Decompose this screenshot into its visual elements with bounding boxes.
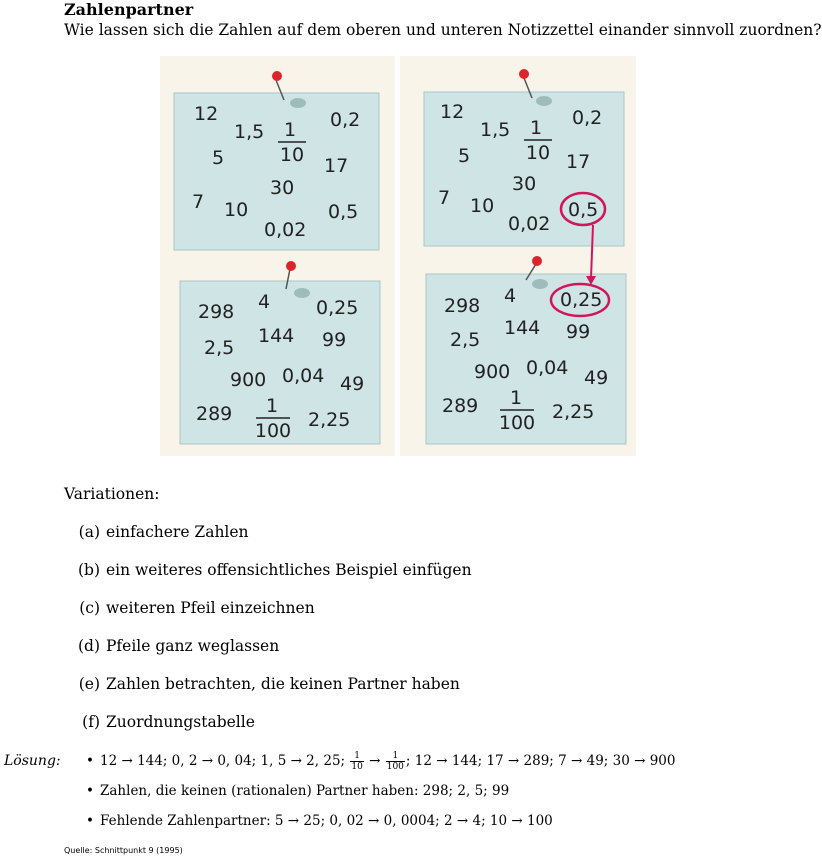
bottom-note-number: 2,25: [552, 401, 595, 423]
variation-label: (a): [78, 523, 100, 541]
bullet-icon: •: [86, 813, 94, 829]
bottom-note-number: 144: [258, 325, 295, 347]
figure-panel-right: [400, 56, 636, 456]
top-note-fraction-num: 1: [529, 117, 543, 139]
top-note-fraction-den: 10: [279, 144, 305, 166]
bottom-note-number: 900: [230, 369, 267, 391]
bottom-note-number: 0,04: [282, 365, 325, 387]
bottom-note-number: 298: [198, 301, 235, 323]
top-note-number: 5: [458, 145, 471, 167]
variation-label: (b): [77, 561, 100, 579]
solution-arrow: →: [369, 753, 381, 769]
top-note-number: 1,5: [234, 121, 265, 143]
solution-line: [86, 813, 553, 829]
page-title: Zahlenpartner: [64, 0, 194, 19]
variation-item: [70, 561, 472, 579]
top-note-number: 0,2: [572, 107, 603, 129]
bottom-note-number: 144: [504, 317, 541, 339]
variation-item: [70, 675, 460, 693]
top-note-number: 12: [194, 103, 219, 125]
variation-text: Zuordnungstabelle: [106, 713, 255, 731]
top-note-number: 30: [512, 173, 537, 195]
sticky-notes-figure: [160, 56, 636, 456]
variation-text: einfachere Zahlen: [106, 523, 249, 541]
variation-item: [70, 599, 315, 617]
solution-line: [86, 751, 675, 772]
variations-label: Variationen:: [64, 485, 160, 503]
solution-label: Lösung:: [4, 753, 61, 769]
variation-item: [70, 637, 279, 655]
bottom-note-number: 4: [504, 285, 517, 307]
top-note-fraction-num: 1: [283, 119, 297, 141]
top-note-number: 0,2: [330, 109, 361, 131]
top-note-fraction-den: 10: [525, 142, 551, 164]
bottom-note-fraction-den: 100: [254, 420, 292, 442]
bottom-note-number: 2,5: [450, 329, 481, 351]
bullet-icon: •: [86, 753, 94, 769]
solution-text: Zahlen, die keinen (rationalen) Partner haben: 298; 2, 5; 99: [100, 783, 510, 799]
top-note-number: 0,02: [264, 219, 307, 241]
top-note-number: 17: [566, 151, 591, 173]
notes-right-svg: [400, 56, 636, 456]
bottom-note-number: 289: [196, 403, 233, 425]
source-note: Quelle: Schnittpunkt 9 (1995): [64, 846, 183, 855]
variation-label: (d): [77, 637, 100, 655]
bottom-note-number: 4: [258, 291, 271, 313]
bottom-note-number: 289: [442, 395, 479, 417]
bottom-note-number: 0,04: [526, 357, 569, 379]
fraction: [350, 751, 363, 772]
top-note-number: 10: [224, 199, 249, 221]
bottom-note-number: 2,25: [308, 409, 351, 431]
solution-text: 12 → 144; 0, 2 → 0, 04; 1, 5 → 2, 25;: [100, 753, 346, 769]
top-note-number: 0,02: [508, 213, 551, 235]
top-note-number: 17: [324, 155, 349, 177]
variation-text: Zahlen betrachten, die keinen Partner haben: [106, 675, 460, 693]
top-note-number: 10: [470, 195, 495, 217]
bottom-note-number: 49: [584, 367, 609, 389]
top-note-number: 0,5: [328, 201, 359, 223]
fraction-num: 1: [386, 751, 405, 762]
figure-panel-left: [160, 56, 395, 456]
bottom-note-number: 298: [444, 295, 481, 317]
solution-text: ; 12 → 144; 17 → 289; 7 → 49; 30 → 900: [405, 753, 676, 769]
bottom-note-number: 0,25: [316, 297, 359, 319]
variation-text: ein weiteres offensichtliches Beispiel einfügen: [106, 561, 472, 579]
top-note-number: 30: [270, 177, 295, 199]
variations-list: [70, 523, 670, 743]
top-note-number: 5: [212, 147, 225, 169]
solution-line: [86, 783, 509, 799]
top-note-number: 0,5: [568, 199, 599, 221]
top-note-number: 7: [438, 187, 451, 209]
top-note-number: 12: [440, 101, 465, 123]
question-text: Wie lassen sich die Zahlen auf dem oberen und unteren Notizzettel einander sinnvoll zuordnen?: [64, 21, 822, 39]
bottom-note-fraction-num: 1: [265, 395, 279, 417]
bottom-note-number: 99: [566, 321, 591, 343]
fraction-num: 1: [350, 751, 363, 762]
fraction-den: 10: [351, 762, 363, 772]
bottom-note-number: 900: [474, 361, 511, 383]
bottom-note-fraction-den: 100: [498, 412, 536, 434]
bottom-note-number: 49: [340, 373, 365, 395]
fraction-den: 100: [386, 762, 404, 772]
variation-text: weiteren Pfeil einzeichnen: [106, 599, 315, 617]
bullet-icon: •: [86, 783, 94, 799]
variation-label: (c): [79, 599, 100, 617]
top-note-number: 7: [192, 191, 205, 213]
fraction: [386, 751, 405, 772]
bottom-note-number: 2,5: [204, 337, 235, 359]
bottom-note-fraction-num: 1: [509, 387, 523, 409]
bottom-note-number: 99: [322, 329, 347, 351]
variation-item: [70, 523, 249, 541]
variation-item: [70, 713, 255, 731]
variation-label: (f): [82, 713, 100, 731]
solution-text: Fehlende Zahlenpartner: 5 → 25; 0, 02 → 0, 0004; 2 → 4; 10 → 100: [100, 813, 553, 829]
bottom-note-number: 0,25: [560, 289, 603, 311]
variation-label: (e): [78, 675, 100, 693]
variation-text: Pfeile ganz weglassen: [106, 637, 280, 655]
top-note-number: 1,5: [480, 119, 511, 141]
notes-left-svg: [160, 56, 395, 456]
